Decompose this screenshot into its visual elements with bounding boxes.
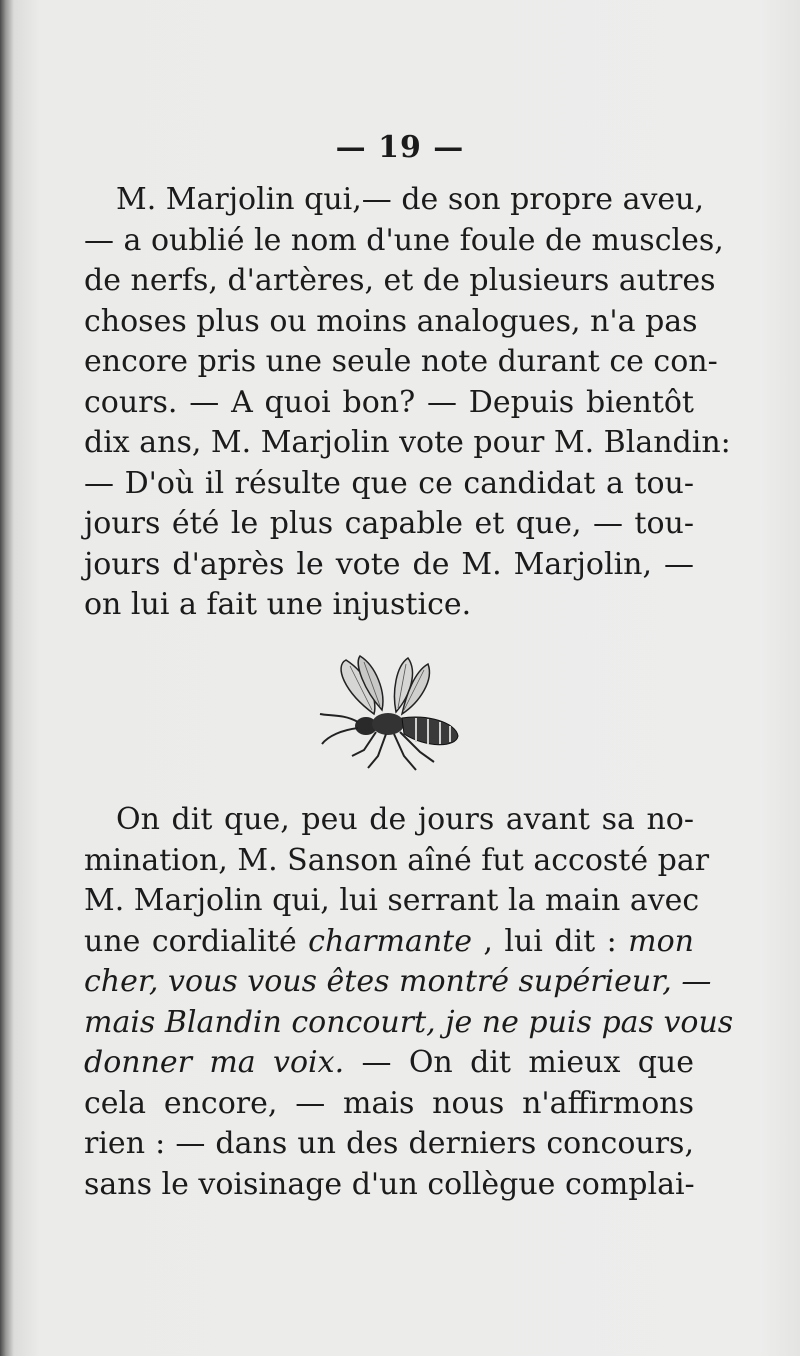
wasp-icon [316,652,466,777]
text-segment: , lui dit : [471,923,629,959]
text-line: — D'où il résulte que ce candidat a tou- [84,465,694,501]
italic-text: donner ma voix. [84,1045,345,1080]
text-line: on lui a fait une injustice. [84,587,472,622]
italic-text: mon [628,923,694,959]
text-line: choses plus ou moins analogues, n'a pas [84,303,698,339]
text-segment: — On dit mieux que [344,1045,694,1080]
paragraph-sanson-anecdote [84,800,734,1205]
text-line: jours été le plus capable et que, — tou- [84,506,694,541]
text-segment: une cordialité [84,923,309,959]
text-line: On dit que, peu de jours avant sa no- [116,802,694,837]
text-line: rien : — dans un des derniers concours, [84,1126,694,1161]
text-line: cela encore, — mais nous n'affirmons [84,1085,694,1121]
text-line: mination, M. Sanson aîné fut accosté par [84,842,710,878]
italic-text-line: cher, vous vous êtes montré supérieur, — [84,964,712,999]
text-line: cours. — A quoi bon? — Depuis bientôt [84,384,694,420]
text-line: M. Marjolin qui,— de son propre aveu, [116,182,705,217]
text-line: dix ans, M. Marjolin vote pour M. Blandin: [84,425,731,460]
text-line: de nerfs, d'artères, et de plusieurs autres [84,263,716,298]
italic-text: charmante [308,923,472,959]
page-number: — 19 — [335,130,465,165]
text-line: jours d'après le vote de M. Marjolin, — [84,546,694,582]
text-line [84,922,694,963]
text-line: — a oublié le nom d'une foule de muscles, [84,222,724,258]
text-line: encore pris une seule note durant ce con- [84,344,718,379]
paragraph-marjolin-votes [84,180,731,626]
text-line: M. Marjolin qui, lui serrant la main avec [84,883,700,918]
text-line: sans le voisinage d'un collègue complai- [84,1166,695,1202]
italic-text-line: mais Blandin concourt, je ne puis pas vous [84,1004,734,1040]
text-line [84,1043,694,1084]
